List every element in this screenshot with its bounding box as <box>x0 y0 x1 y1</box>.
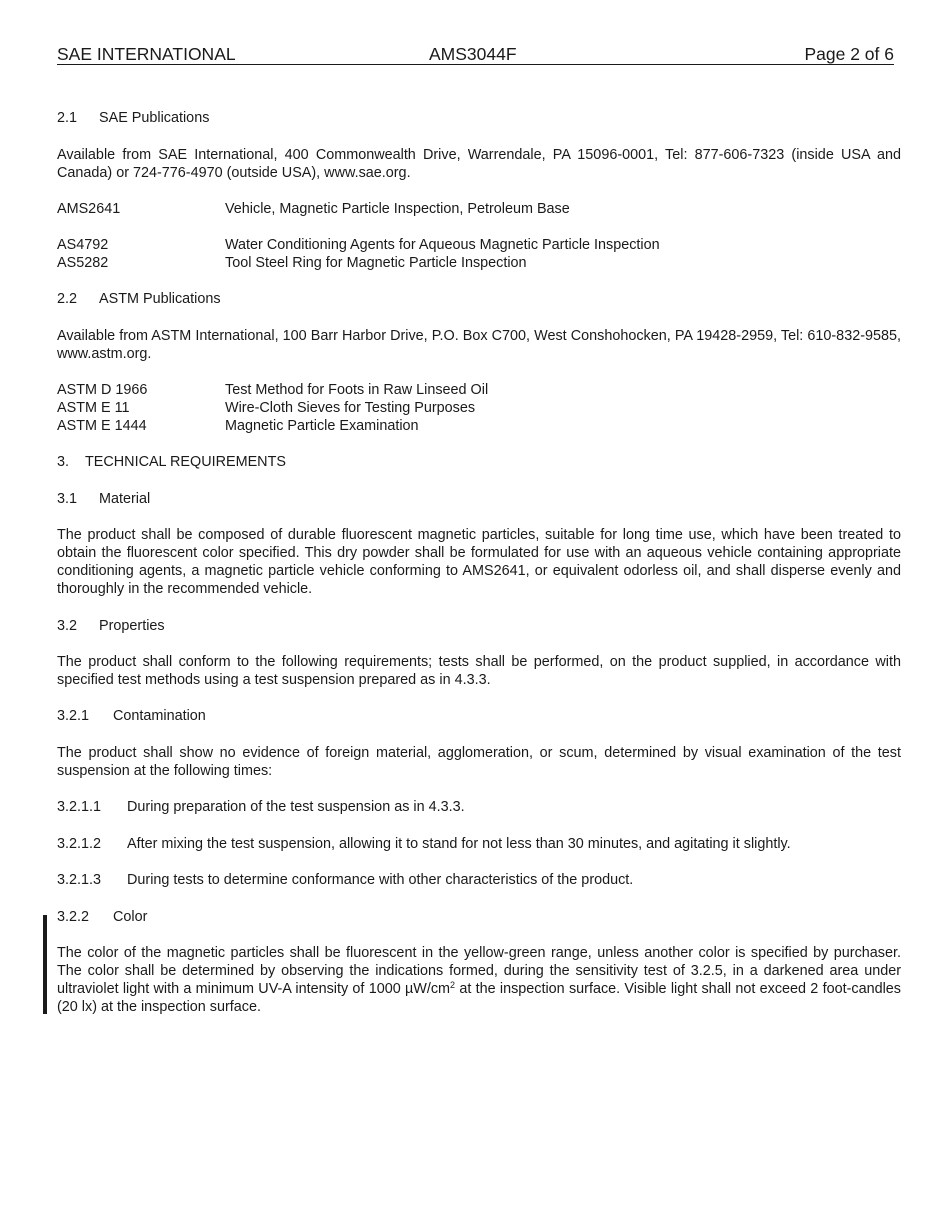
document-page <box>57 0 901 1230</box>
section-2-1-heading: 2.1 SAE Publications <box>57 110 210 126</box>
section-3-1-heading: 3.1 Material <box>57 491 151 507</box>
header-org: SAE INTERNATIONAL <box>57 44 236 64</box>
reference-row: ASTM D 1966 Test Method for Foots in Raw Linseed Oil <box>57 382 489 398</box>
reference-row: AS4792 Water Conditioning Agents for Aqueous Magnetic Particle Inspection <box>57 237 660 253</box>
section-3-2-1-text: The product shall show no evidence of foreign material, agglomeration, or scum, determined by visual examination of the test suspension at the following times: <box>57 745 901 779</box>
section-3-2-2-text: The color of the magnetic particles shall be fluorescent in the yellow-green range, unless another color is specified by purchaser. The color shall be determined by observing the indications formed, during the sensitivity test of 3.2.5, in a darkened area under ultraviolet light with a minimum UV-A intensity of 1000 $\mu W/cm^2$ at the inspection surface. Visible light shall not exceed 2 foot-candles (20 lx) at the inspection surface. <box>57 945 901 1015</box>
reference-row: ASTM E 1444 Magnetic Particle Examination <box>57 418 419 434</box>
section-3-2-1-heading: 3.2.1 Contamination <box>57 708 206 724</box>
section-2-2-heading: 2.2 ASTM Publications <box>57 291 221 307</box>
section-3-1-text: The product shall be composed of durable fluorescent magnetic particles, suitable for long time use, which have been treated to obtain the fluorescent color specified. This dry powder shall be formulated for use with an aqueous vehicle containing appropriate conditioning agents, a magnetic particle vehicle conforming to AMS2641, or equivalent odorless oil, and shall disperse evenly and thoroughly in the recommended vehicle. <box>57 527 901 597</box>
header-doc-number: AMS3044F <box>429 44 517 64</box>
header-page-number: Page 2 of 6 <box>804 44 894 64</box>
reference-row: AS5282 Tool Steel Ring for Magnetic Particle Inspection <box>57 255 527 271</box>
section-3-2-2-heading: 3.2.2 Color <box>57 909 148 925</box>
reference-row: AMS2641 Vehicle, Magnetic Particle Inspection, Petroleum Base <box>57 201 570 217</box>
section-3-2-1-2: 3.2.1.2 After mixing the test suspension, allowing it to stand for not less than 30 minutes, and agitating it slightly. <box>57 836 791 852</box>
revision-bar <box>43 915 47 1014</box>
section-3-2-1-1: 3.2.1.1 During preparation of the test suspension as in 4.3.3. <box>57 799 465 815</box>
reference-row: ASTM E 11 Wire-Cloth Sieves for Testing Purposes <box>57 400 476 416</box>
section-2-2-intro: Available from ASTM International, 100 Barr Harbor Drive, P.O. Box C700, West Conshohocken, PA 19428-2959, Tel: 610-832-9585, www.astm.org. <box>57 328 901 362</box>
section-2-1-intro: Available from SAE International, 400 Commonwealth Drive, Warrendale, PA 15096-0001, Tel: 877-606-7323 (inside USA and Canada) or 724-776-4970 (outside USA), www.sae.org. <box>57 147 901 181</box>
page-header <box>57 44 894 65</box>
section-3-2-heading: 3.2 Properties <box>57 618 165 634</box>
section-3-heading: 3. TECHNICAL REQUIREMENTS <box>57 454 286 470</box>
section-3-2-text: The product shall conform to the following requirements; tests shall be performed, on the product supplied, in accordance with specified test methods using a test suspension prepared as in 4.3.3. <box>57 654 901 688</box>
section-3-2-1-3: 3.2.1.3 During tests to determine conformance with other characteristics of the product. <box>57 872 634 888</box>
